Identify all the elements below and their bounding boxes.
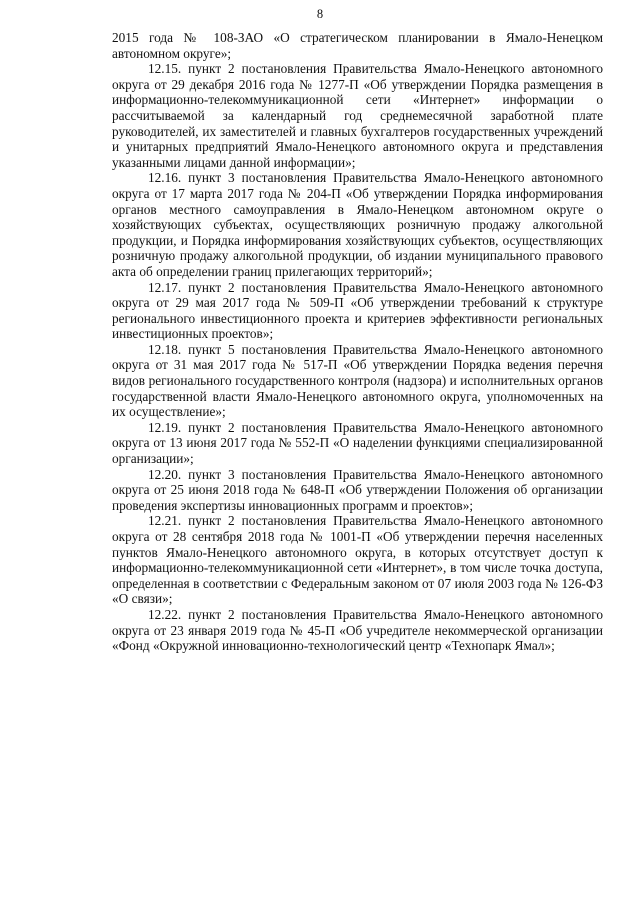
paragraph: 12.18. пункт 5 постановления Правительства Ямало-Ненецкого автономного округа от 31 мая 2017 года № 517-П «Об утверждении Порядка ведения перечня видов регионального государственного контроля (надзора) и исполнительных органов государственной власти Ямало-Ненецкого автономного округа, уполномоченных на их осуществление»;	[112, 341, 603, 420]
paragraph: 12.21. пункт 2 постановления Правительства Ямало-Ненецкого автономного округа от 28 сентября 2018 года № 1001-П «Об утверждении перечня населенных пунктов Ямало-Ненецкого автономного округа, в которых отсутствует доступ к информационно-телекоммуникационной сети «Интернет», в том числе точка доступа, определенная в соответствии с Федеральным законом от 07 июля 2003 года № 126-ФЗ «О связи»;	[112, 513, 603, 607]
paragraph: 12.20. пункт 3 постановления Правительства Ямало-Ненецкого автономного округа от 25 июня 2018 года № 648-П «Об утверждении Положения об организации проведения экспертизы инновационных программ и проектов»;	[112, 466, 603, 513]
paragraph: 12.22. пункт 2 постановления Правительства Ямало-Ненецкого автономного округа от 23 января 2019 года № 45-П «Об учредителе некоммерческой организации «Фонд «Окружной инновационно-технологический центр «Технопарк Ямал»;	[112, 606, 603, 654]
paragraph: 12.16. пункт 3 постановления Правительства Ямало-Ненецкого автономного округа от 17 марта 2017 года № 204-П «Об утверждении Порядка информирования органов местного самоуправления в Ямало-Ненецком автономном округе о хозяйствующих субъектах, осуществляющих розничную продажу алкогольной продукции, и Порядка информирования хозяйствующих субъектов, осуществляющих розничную продажу алкогольной продукции, об издании муниципального правового акта об определении границ прилегающих территорий»;	[112, 170, 603, 279]
paragraph: 12.15. пункт 2 постановления Правительства Ямало-Ненецкого автономного округа от 29 декабря 2016 года № 1277-П «Об утверждении Порядка размещения в информационно-телекоммуникационной сети «Интернет» информации о рассчитываемой за календарный год среднемесячной заработной плате руководителей, их заместителей и главных бухгалтеров государственных учреждений и унитарных предприятий Ямало-Ненецкого автономного округа и представления указанными лицами данной информации»;	[112, 61, 603, 170]
paragraph: 2015 года № 108-ЗАО «О стратегическом планировании в Ямало-Ненецком автономном округе»;	[112, 30, 603, 61]
paragraph: 12.19. пункт 2 постановления Правительства Ямало-Ненецкого автономного округа от 13 июня 2017 года № 552-П «О наделении функциями специализированной организации»;	[112, 419, 603, 467]
page-number: 8	[316, 7, 324, 21]
document-body	[112, 30, 603, 654]
paragraph: 12.17. пункт 2 постановления Правительства Ямало-Ненецкого автономного округа от 29 мая 2017 года № 509-П «Об утверждении требований к структуре регионального инвестиционного проекта и критериев эффективности региональных инвестиционных проектов»;	[112, 279, 603, 342]
